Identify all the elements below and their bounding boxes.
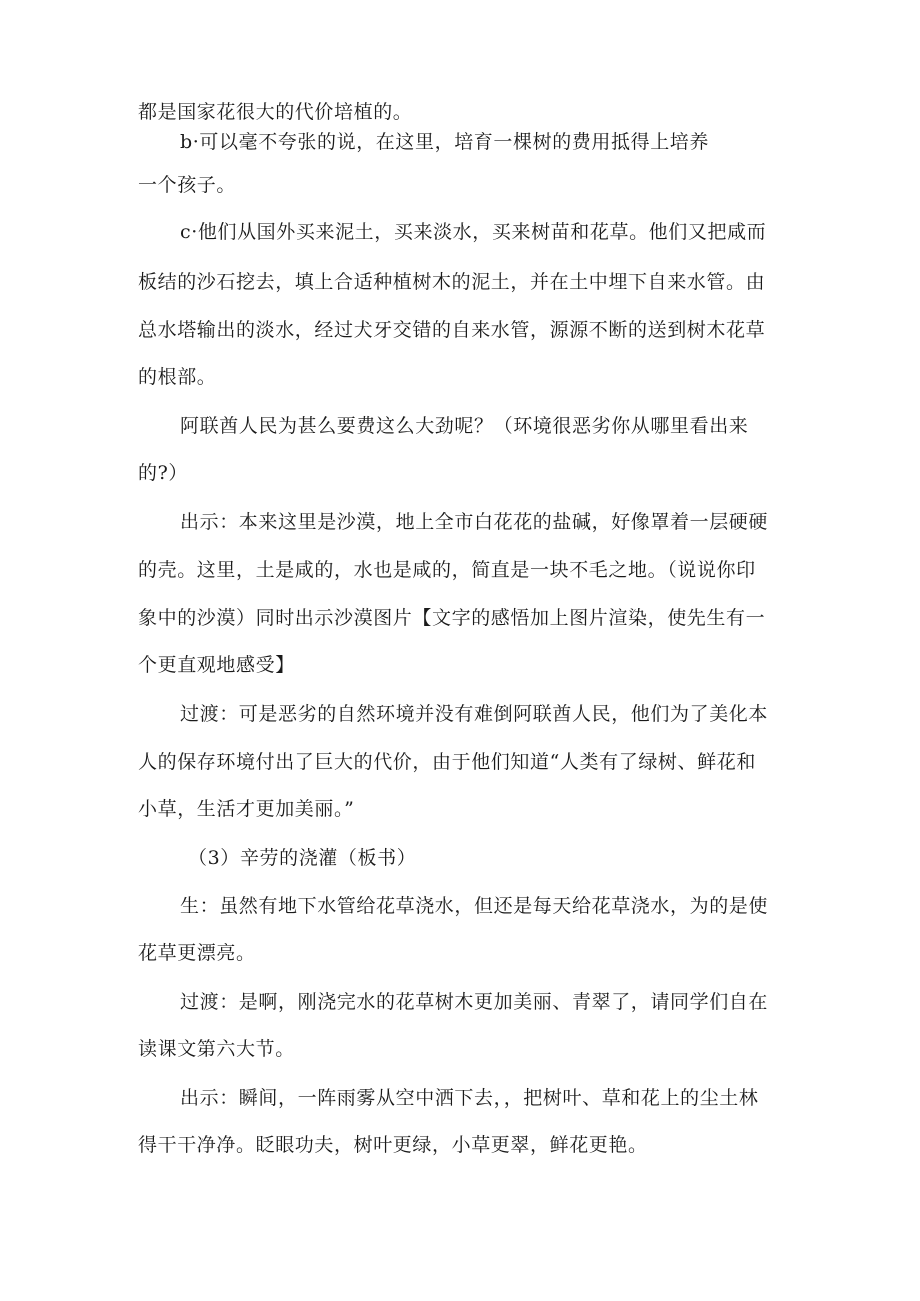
text-line: 的壳。这里，土是咸的，水也是咸的，简直是一块不毛之地。（说说你印 (138, 559, 756, 581)
text-line: 过渡：是啊，刚浇完水的花草树木更加美丽、青翠了，请同学们自在 (180, 991, 769, 1013)
text-line: 人的保存环境付出了巨大的代价，由于他们知道“人类有了绿树、鲜花和 (138, 751, 756, 773)
text-line: 总水塔输出的淡水，经过犬牙交错的自来水管，源源不断的送到树木花草 (138, 319, 766, 341)
text-line: 阿联酋人民为甚么要费这么大劲呢？（环境很恶劣你从哪里看出来 (180, 415, 749, 437)
text-line: 个更直观地感受】 (138, 654, 295, 676)
text-line: 一个孩子。 (138, 174, 237, 196)
text-line: 过渡：可是恶劣的自然环境并没有难倒阿联酋人民，他们为了美化本 (180, 703, 769, 725)
text-line: 出示：瞬间，一阵雨雾从空中洒下去，，把树叶、草和花上的尘土林 (180, 1087, 759, 1109)
text-line: 象中的沙漠）同时出示沙漠图片【文字的感悟加上图片渲染，使先生有一 (138, 607, 766, 629)
text-line: 读课文第六大节。 (138, 1038, 295, 1060)
text-line: 板结的沙石挖去，填上合适种植树木的泥土，并在土中埋下自来水管。由 (138, 271, 766, 293)
text-line: 得干干净净。眨眼功夫，树叶更绿，小草更翠，鲜花更艳。 (138, 1134, 648, 1156)
text-line: 的根部。 (138, 366, 217, 388)
section-heading: （3）辛劳的浇灌（板书） (188, 847, 417, 869)
text-line: c·他们从国外买来泥土，买来淡水，买来树苗和花草。他们又把咸而 (180, 221, 767, 243)
text-line: 都是国家花很大的代价培植的。 (138, 101, 413, 123)
text-line: 的?） (138, 462, 188, 484)
text-line: b·可以毫不夸张的说，在这里，培育一棵树的费用抵得上培养 (180, 131, 710, 153)
text-line: 花草更漂亮。 (138, 942, 256, 964)
text-line: 小草，生活才更加美丽。” (138, 798, 355, 820)
text-line: 出示：本来这里是沙漠，地上全市白花花的盐碱，好像罩着一层硬硬 (180, 511, 769, 533)
text-line: 生：虽然有地下水管给花草浇水，但还是每天给花草浇水，为的是使 (180, 895, 769, 917)
